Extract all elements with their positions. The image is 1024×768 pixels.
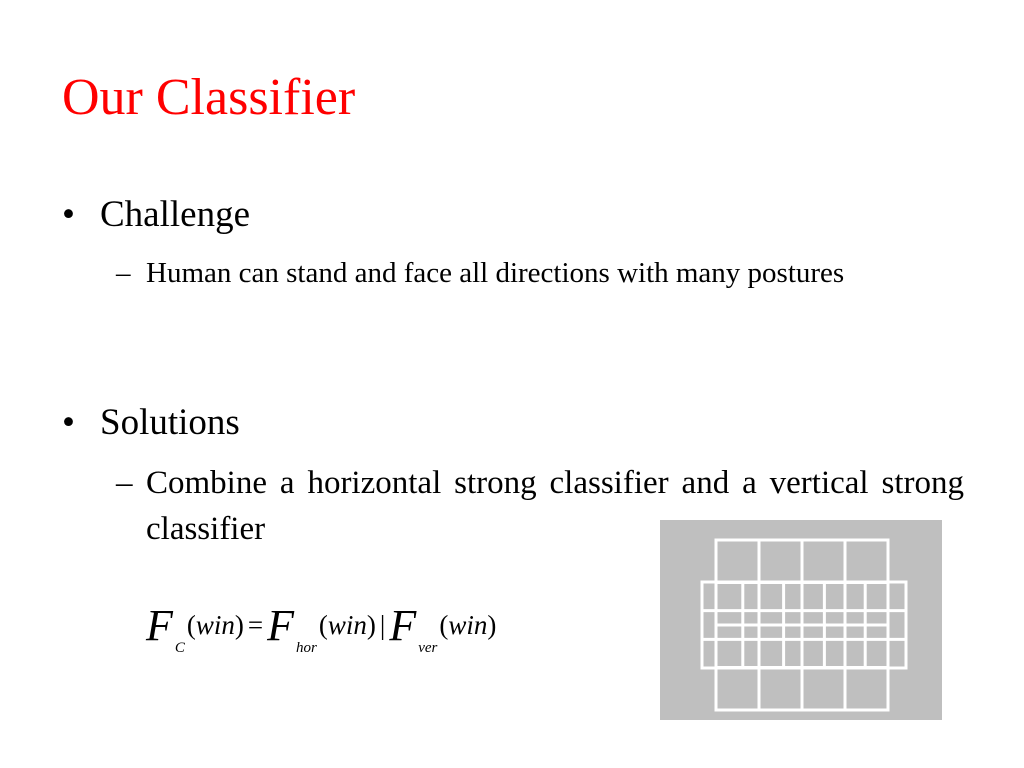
formula-term2-arg: (win) — [439, 610, 497, 640]
sub-bullet-text-challenge: Human can stand and face all directions with many postures — [146, 257, 845, 289]
formula-term1-arg: (win) — [318, 610, 376, 640]
bullet-label-solutions: Solutions — [100, 402, 240, 443]
formula-term2-subscript: ver — [418, 640, 438, 656]
formula-lhs-arg: (win) — [186, 610, 244, 640]
bullet-marker: • — [62, 402, 75, 443]
formula-arg: win — [448, 610, 488, 640]
bullet-label-challenge: Challenge — [100, 194, 251, 235]
bullet-marker: • — [62, 194, 75, 235]
window-grid-diagram — [660, 520, 942, 720]
bullet-solutions — [62, 401, 462, 445]
formula-lhs-subscript: C — [174, 640, 185, 656]
formula-operator: | — [379, 610, 386, 640]
sub-bullet-challenge — [116, 250, 964, 342]
classifier-formula — [146, 596, 606, 656]
detection-window-figure — [660, 520, 942, 720]
formula-lhs-symbol: F — [146, 601, 173, 650]
bullet-challenge — [62, 193, 462, 237]
formula-arg: win — [195, 610, 235, 640]
sub-bullet-marker: – — [116, 465, 133, 501]
formula-term2-symbol: F — [389, 601, 417, 650]
formula-term1-subscript: hor — [296, 640, 317, 656]
formula-arg: win — [327, 610, 367, 640]
sub-bullet-marker: – — [116, 257, 131, 289]
formula-term1-symbol: F — [267, 601, 295, 650]
formula-equals: = — [247, 610, 264, 640]
slide-title: Our Classifier — [62, 69, 356, 126]
sub-bullet-text-solutions: Combine a horizontal strong classifier and a vertical strong classifier — [146, 465, 964, 547]
